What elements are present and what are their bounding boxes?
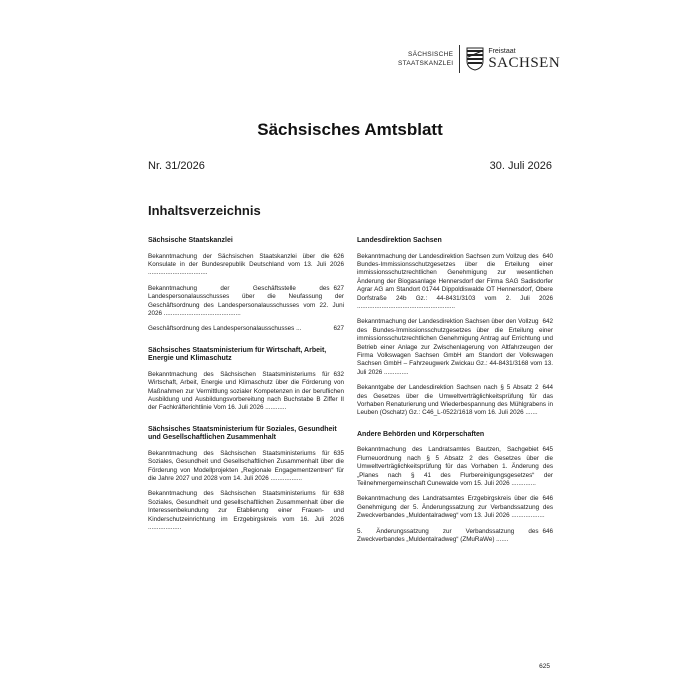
issue-date: 30. Juli 2026 — [489, 160, 552, 172]
toc-entry-page: 646 — [542, 527, 553, 535]
toc-entry[interactable] — [357, 318, 553, 377]
toc-title: Inhaltsverzeichnis — [148, 203, 261, 218]
toc-entry[interactable] — [148, 285, 344, 319]
toc-entry[interactable] — [148, 490, 344, 532]
page-title: Sächsisches Amtsblatt — [257, 120, 443, 139]
toc-entry[interactable] — [148, 253, 344, 278]
toc-entry[interactable] — [357, 253, 553, 312]
freistaat-label: Freistaat — [488, 47, 516, 55]
section-heading: Sächsisches Staatsministerium für Soziales, Gesundheit und Gesellschaftlichen Zusammenhalt — [148, 425, 337, 442]
section-heading: Andere Behörden und Körperschaften — [357, 430, 485, 438]
toc-entry[interactable] — [148, 325, 344, 333]
kanzlei-line1: SÄCHSISCHE — [408, 51, 454, 58]
toc-entry[interactable] — [357, 446, 553, 488]
toc-entry[interactable] — [357, 384, 553, 418]
toc-entry-text: Bekanntmachung des Sächsischen Staatsministeriums für Soziales, Gesundheit und gesellschaftlichen Zusammenhalt über die Interessenbekundung zur Etablierung einer Frauen- und Kinderschutzeinrichtung im Erzgebirgskreis vom 16. Juli 2026 ................... — [148, 490, 344, 532]
toc-entry-page: 627 — [333, 325, 344, 333]
kanzlei-line2: STAATSKANZLEI — [398, 60, 454, 67]
header-logo — [398, 45, 560, 73]
toc-entry-page: 635 — [333, 449, 344, 457]
toc-entry-text: 5. Änderungssatzung zur Verbandssatzung des Zweckverbandes „Muldentalradweg“ (ZMuRaWe) ....... — [357, 527, 539, 543]
issue-number: Nr. 31/2026 — [148, 160, 205, 172]
sachsen-label: SACHSEN — [488, 54, 561, 71]
section-heading: Landesdirektion Sachsen — [357, 237, 442, 244]
toc-entry[interactable] — [148, 371, 344, 413]
toc-entry-page: 627 — [333, 284, 344, 292]
toc-entry-page: 638 — [333, 490, 344, 498]
toc-entry-text: Bekanntgabe der Landesdirektion Sachsen nach § 5 Absatz 2 des Gesetzes über die Umweltverträglichkeitsprüfung für das Vorhaben Renaturierung und Wiederbespannung des Mühlgrabens in Leuben (Oschatz) Gz.: C46_L-0522/1618 vom 16. Juli 2026 ....... — [357, 384, 553, 417]
toc-entry-page: 644 — [542, 384, 553, 392]
toc-entry-text: Bekanntmachung der Landesdirektion Sachsen zum Vollzug des Bundes-Immissionsschutzgesetzes über die Erteilung einer immissionsschutzrechtlichen Genehmigung zur wesentlichen Änderung der Biogasanlage Hennersdorf der Firma SAG Sadisdorfer Agrar AG am Standort 01744 Dippoldiswalde OT Hennersdorf, Obere Dorfstraße 24b Gz.: 44-8431/3103 vom 2. Juli 2026 ........................................................ — [357, 252, 553, 310]
toc-entry-text: Geschäftsordnung des Landespersonalausschusses ... — [148, 325, 302, 333]
toc-entry[interactable] — [357, 495, 553, 520]
logo-divider — [459, 45, 460, 73]
toc-entry-text: Bekanntmachung des Sächsischen Staatsministeriums für Soziales, Gesundheit und Gesellschaftlichen Zusammenhalt über die Förderung von Modellprojekten „Regionale Engagementzentren“ für die Jahre 2027 und 2028 vom 14. Juli 2026 .................. — [148, 449, 344, 482]
staatskanzlei-label — [398, 50, 453, 68]
toc-entry-text: Bekanntmachung der Geschäftsstelle des Landespersonalausschusses über die Neufassung der Geschäftsordnung des Landespersonalausschusses vom 22. Juni 2026 ............................................ — [148, 284, 344, 317]
toc-entry-text: Bekanntmachung des Sächsischen Staatsministeriums für Wirtschaft, Arbeit, Energie und Klimaschutz über die Förderung von Maßnahmen zur Vermittlung sozialer Kompetenzen in der beruflichen Ausbildung und Ausbildungsvorbereitung nach Buchstabe B Ziffer II der Fachkräfterichtlinie Vom 16. Juli 2026 ............ — [148, 370, 344, 412]
toc-entry-page: 646 — [542, 495, 553, 503]
toc-entry-text: Bekanntmachung der Sächsischen Staatskanzlei über die Konsulate in der Bundesrepublik Deutschland vom 13. Juli 2026 .................................. — [148, 252, 344, 277]
section-heading: Sächsisches Staatsministerium für Wirtschaft, Arbeit, Energie und Klimaschutz — [148, 346, 327, 363]
toc-right-column — [357, 237, 553, 551]
toc-entry-page: 632 — [333, 370, 344, 378]
toc-entry-page: 640 — [542, 252, 553, 260]
page-number: 625 — [539, 663, 550, 670]
toc-entry-text: Bekanntmachung der Landesdirektion Sachsen über den Vollzug des Bundes-Immissionsschutzgesetzes über die Erteilung einer immissionsschutzrechtlichen Genehmigung Antrag auf Errichtung und Betrieb einer Anlage zur Zwischenlagerung von Altfahrzeugen der Firma Volkswagen Sachsen GmbH am Standort der Volkswagen Sachsen GmbH – Fahrzeugwerk Zwickau Gz.: 44-8431/3168 vom 13. Juli 2026 .............. — [357, 318, 553, 376]
toc-entry[interactable] — [148, 450, 344, 484]
toc-entry-page: 626 — [333, 252, 344, 260]
toc-left-column — [148, 237, 344, 539]
toc-entry-text: Bekanntmachung des Landratsamtes Erzgebirgskreis über die Genehmigung der 5. Änderungssatzung zur Verbandssatzung des Zweckverbandes „Muldentalradweg“ vom 13. Juli 2026 ................... — [357, 495, 553, 520]
toc-entry[interactable] — [357, 528, 553, 545]
toc-entry-page: 642 — [542, 318, 553, 326]
section-heading: Sächsische Staatskanzlei — [148, 237, 233, 244]
toc-entry-page: 645 — [542, 446, 553, 454]
toc-entry-text: Bekanntmachung des Landratsamtes Bautzen, Sachgebiet Flurneuordnung nach § 5 Absatz 2 des Gesetzes über die Umweltverträglichkeitsprüfung für das Vorhaben 1. Änderung des „Planes nach § 41 des Flurbereinigungsgesetzes“ der Teilnehmergemeinschaft Cunewalde vom 15. Juli 2026 .............. — [357, 446, 553, 487]
saxony-crest-icon — [466, 47, 484, 71]
